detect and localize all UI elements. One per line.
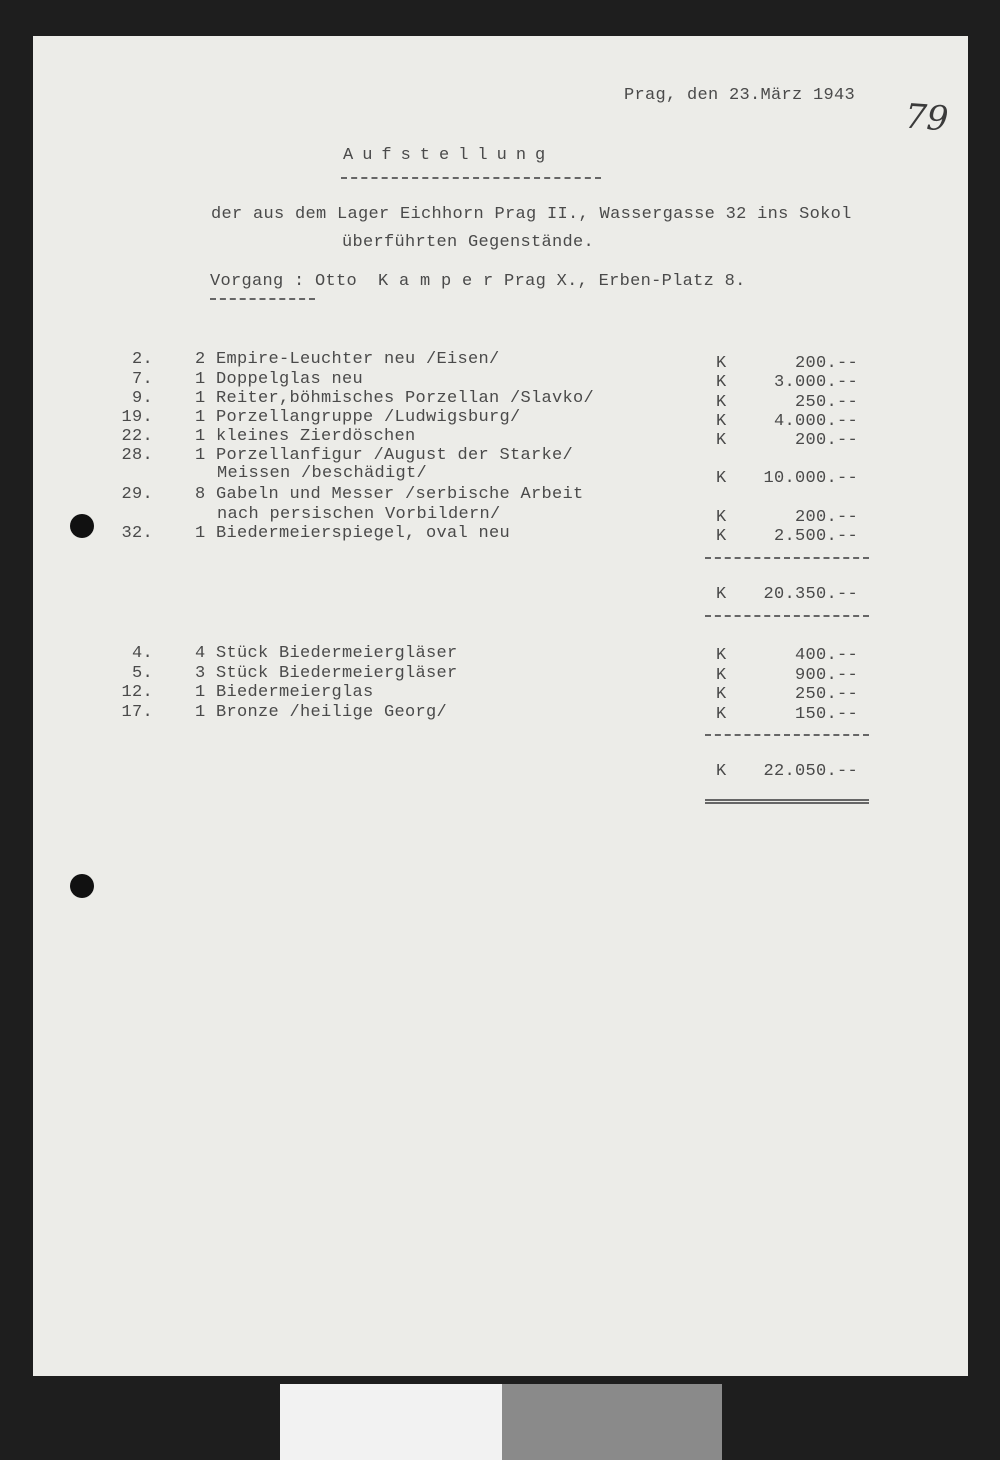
item-currency: K [716, 646, 727, 665]
item-number: 12. [121, 683, 153, 702]
item-amount: 250.-- [794, 685, 858, 704]
subtotal-currency: K [716, 585, 727, 604]
item-amount: 10.000.-- [763, 469, 858, 488]
color-strip-white [280, 1384, 502, 1460]
item-description: 1 kleines Zierdöschen [195, 427, 416, 446]
item-description: 1 Porzellanfigur /August der Starke/ [195, 446, 574, 465]
item-description: 2 Empire-Leuchter neu /Eisen/ [195, 350, 500, 369]
item-currency: K [716, 469, 727, 488]
subtitle-line-1: der aus dem Lager Eichhorn Prag II., Wassergasse 32 ins Sokol [211, 205, 852, 224]
item-currency: K [716, 373, 727, 392]
item-currency: K [716, 412, 727, 431]
item-number: 28. [121, 446, 153, 465]
item-description: 1 Biedermeierspiegel, oval neu [195, 524, 511, 543]
color-strip-gray [502, 1384, 722, 1460]
item-amount: 4.000.-- [773, 412, 858, 431]
item-description: 4 Stück Biedermeiergläser [195, 644, 458, 663]
item-description-continued: Meissen /beschädigt/ [217, 464, 428, 483]
item-number: 22. [121, 427, 153, 446]
item-amount: 150.-- [794, 705, 858, 724]
total-currency: K [716, 762, 727, 781]
item-description: 1 Biedermeierglas [195, 683, 374, 702]
item-currency: K [716, 705, 727, 724]
item-currency: K [716, 527, 727, 546]
item-description: 1 Bronze /heilige Georg/ [195, 703, 448, 722]
item-amount: 900.-- [794, 666, 858, 685]
item-currency: K [716, 685, 727, 704]
item-amount: 200.-- [794, 354, 858, 373]
document-title: Aufstellung [343, 146, 555, 165]
item-description: 1 Porzellangruppe /Ludwigsburg/ [195, 408, 521, 427]
item-currency: K [716, 393, 727, 412]
total-double-underline [705, 799, 869, 804]
item-number: 9. [131, 389, 153, 408]
item-amount: 2.500.-- [773, 527, 858, 546]
place-date: Prag, den 23.März 1943 [624, 86, 856, 105]
item-number: 19. [121, 408, 153, 427]
item-amount: 400.-- [794, 646, 858, 665]
item-amount: 200.-- [794, 431, 858, 450]
vorgang-line [210, 272, 746, 291]
item-description: 1 Doppelglas neu [195, 370, 364, 389]
item-number: 17. [121, 703, 153, 722]
item-currency: K [716, 666, 727, 685]
item-number: 7. [131, 370, 153, 389]
subtitle-line-2: überführten Gegenstände. [342, 233, 595, 252]
subtotal-underline [705, 615, 869, 617]
item-number: 2. [131, 350, 153, 369]
item-number: 32. [121, 524, 153, 543]
total-amount: 22.050.-- [763, 762, 858, 781]
total-rule [705, 734, 869, 736]
title-underline [341, 177, 601, 179]
item-currency: K [716, 354, 727, 373]
subtotal-rule [705, 557, 869, 559]
item-description: 3 Stück Biedermeiergläser [195, 664, 458, 683]
item-description: 1 Reiter,böhmisches Porzellan /Slavko/ [195, 389, 595, 408]
item-description: 8 Gabeln und Messer /serbische Arbeit [195, 485, 584, 504]
item-currency: K [716, 431, 727, 450]
item-number: 5. [131, 664, 153, 683]
vorgang-underline [210, 298, 315, 300]
vorgang-value: Otto K a m p e r Prag X., Erben-Platz 8. [315, 272, 746, 291]
item-amount: 250.-- [794, 393, 858, 412]
vorgang-label: Vorgang : [210, 272, 305, 291]
item-description-continued: nach persischen Vorbildern/ [217, 505, 501, 524]
item-number: 4. [131, 644, 153, 663]
punch-hole-bottom [70, 874, 94, 898]
punch-hole-top [70, 514, 94, 538]
subtotal-amount: 20.350.-- [763, 585, 858, 604]
document-page [33, 36, 968, 1376]
item-amount: 200.-- [794, 508, 858, 527]
item-currency: K [716, 508, 727, 527]
folio-number: 79 [903, 96, 950, 140]
item-amount: 3.000.-- [773, 373, 858, 392]
item-number: 29. [121, 485, 153, 504]
